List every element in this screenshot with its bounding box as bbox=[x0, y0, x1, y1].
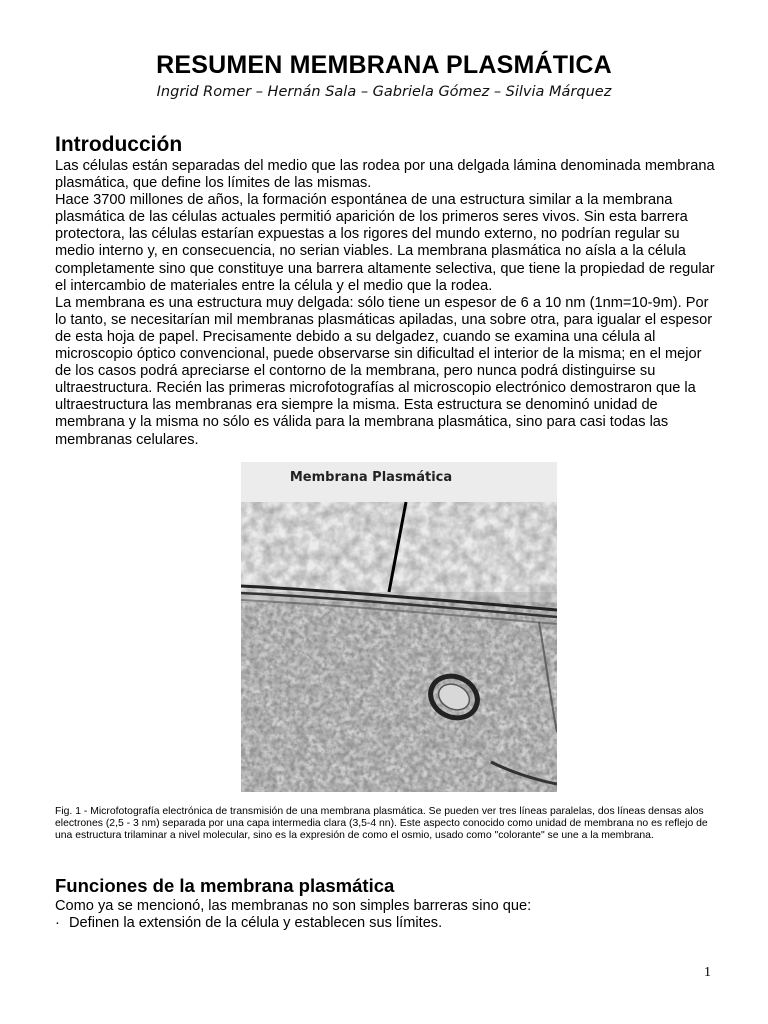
page-number: 1 bbox=[704, 965, 711, 980]
micrograph-image bbox=[241, 462, 557, 792]
intro-paragraph: La membrana es una estructura muy delgada: sólo tiene un espesor de 6 a 10 nm (1nm=10-9m). Por lo tanto, se necesitarían mil membranas plasmáticas apiladas, una sobre otra, para igualar el espesor de esta hoja de papel. Precisamente debido a su delgadez, cuando se examina una célula al microscopio óptico convencional, puede observarse sin dificultad el interior de la misma; en el mejor de los casos podrá apreciarse el contorno de la membrana, pero nunca podrá distinguirse su ultraestructura. Recién las primeras microfotografías al microscopio electrónico demostraron que la ultraestructura las membranas era siempre la misma. Esta estructura se denominó unidad de membrana y la misma no sólo es válida para la membrana plasmática, sino para casi todas las membranas celulares. bbox=[55, 294, 713, 448]
intro-paragraph: Hace 3700 millones de años, la formación espontánea de una estructura similar a la membrana plasmática de las células actuales permitió aparición de los primeros seres vivos. Sin esta barrera protectora, las células estarían expuestas a los rigores del mundo externo, no podrían regular su medio interno y, en consecuencia, no serian viables. La membrana plasmática no aísla a la célula completamente sino que constituye una barrera altamente selectiva, que tiene la propiedad de regular el intercambio de materiales entre la célula y el medio que la rodea. bbox=[55, 192, 715, 294]
intro-paragraph: Las células están separadas del medio que las rodea por una delgada lámina denominada membrana plasmática, que define los límites de las mismas. bbox=[55, 158, 715, 192]
bullet-text: Definen la extensión de la célula y establecen sus límites. bbox=[69, 915, 443, 931]
section-heading-funciones: Funciones de la membrana plasmática bbox=[55, 875, 395, 896]
intro-body bbox=[55, 158, 715, 449]
document-title: RESUMEN MEMBRANA PLASMÁTICA bbox=[156, 51, 612, 79]
micrograph-label: Membrana Plasmática bbox=[289, 470, 453, 485]
list-item bbox=[55, 915, 442, 931]
micrograph-figure bbox=[241, 462, 557, 792]
section-heading-introduccion: Introducción bbox=[55, 133, 183, 156]
figure-caption: Fig. 1 - Microfotografía electrónica de transmisión de una membrana plasmática. Se pueden ver tres líneas paralelas, dos líneas densas alos electrones (2,5 - 3 nm) separada por una capa intermedia clara (3,5-4 nn). Este aspecto conocido como unidad de membrana no es reflejo de una estructura trilaminar a nivel molecular, sino es la expresión de como el osmio, usado como "colorante" se une a la membrana. bbox=[55, 806, 708, 841]
bullet-symbol: · bbox=[55, 915, 60, 931]
functions-intro: Como ya se mencionó, las membranas no son simples barreras sino que: bbox=[55, 898, 532, 914]
document-authors: Ingrid Romer – Hernán Sala – Gabriela Gómez – Silvia Márquez bbox=[156, 84, 612, 100]
